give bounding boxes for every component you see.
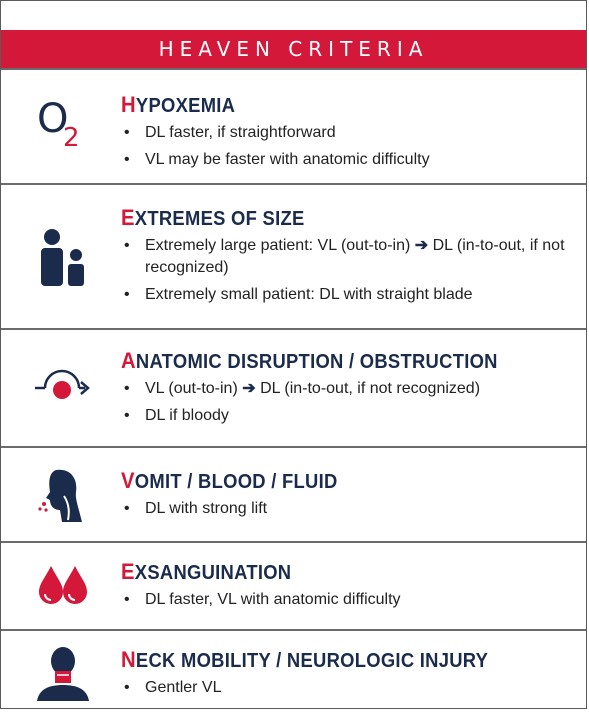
bullet-item: • Extremely small patient: DL with straight blade: [121, 284, 568, 306]
bullet-list: [121, 677, 568, 699]
vomit-head-icon: [31, 464, 95, 528]
section-exsanguination: [1, 541, 586, 629]
bullet-item: • Gentler VL: [121, 677, 568, 699]
bullet-item: • DL if bloody: [121, 405, 568, 427]
bullet-item: • DL with strong lift: [121, 498, 568, 520]
arrow-right-icon: ➔: [242, 380, 256, 397]
o2-subscript: 2: [63, 123, 80, 152]
section-extremes-of-size: [1, 183, 586, 328]
bullet-item: • VL (out-to-in) ➔ DL (in-to-out, if not recognized): [121, 378, 568, 400]
section-title: NECK MOBILITY / NEUROLOGIC INJURY: [121, 647, 489, 672]
bullet-item: • DL faster, if straightforward: [121, 122, 568, 144]
header-title: HEAVEN CRITERIA: [158, 37, 429, 61]
section-vomit-blood-fluid: [1, 446, 586, 541]
top-spacer: [1, 1, 586, 30]
bullet-item: • VL may be faster with anatomic difficulty: [121, 149, 568, 171]
section-title: EXSANGUINATION: [121, 559, 292, 584]
bullet-list: [121, 589, 568, 611]
o2-letter: O: [37, 96, 69, 142]
blood-drops-icon: [31, 553, 95, 617]
bullet-list: [121, 235, 568, 306]
oxygen-o2-icon: [31, 88, 95, 152]
header-banner: [1, 30, 586, 68]
section-title: EXTREMES OF SIZE: [121, 205, 305, 230]
bullet-item: • DL faster, VL with anatomic difficulty: [121, 589, 568, 611]
bullet-list: [121, 498, 568, 520]
section-title: VOMIT / BLOOD / FLUID: [121, 468, 338, 493]
obstruction-icon: [31, 354, 95, 418]
bullet-list: [121, 378, 568, 427]
section-title: ANATOMIC DISRUPTION / OBSTRUCTION: [121, 348, 498, 373]
bullet-list: [121, 122, 568, 171]
neck-collar-icon: [31, 641, 95, 705]
section-hypoxemia: [1, 68, 586, 183]
adult-child-icon: [31, 227, 95, 291]
section-neck-mobility: [1, 629, 586, 712]
bullet-item: • Extremely large patient: VL (out-to-in) ➔ DL (in-to-out, if not recognized): [121, 235, 568, 279]
arrow-right-icon: ➔: [414, 237, 429, 254]
section-title: HYPOXEMIA: [121, 92, 236, 117]
section-anatomic-disruption: [1, 328, 586, 446]
